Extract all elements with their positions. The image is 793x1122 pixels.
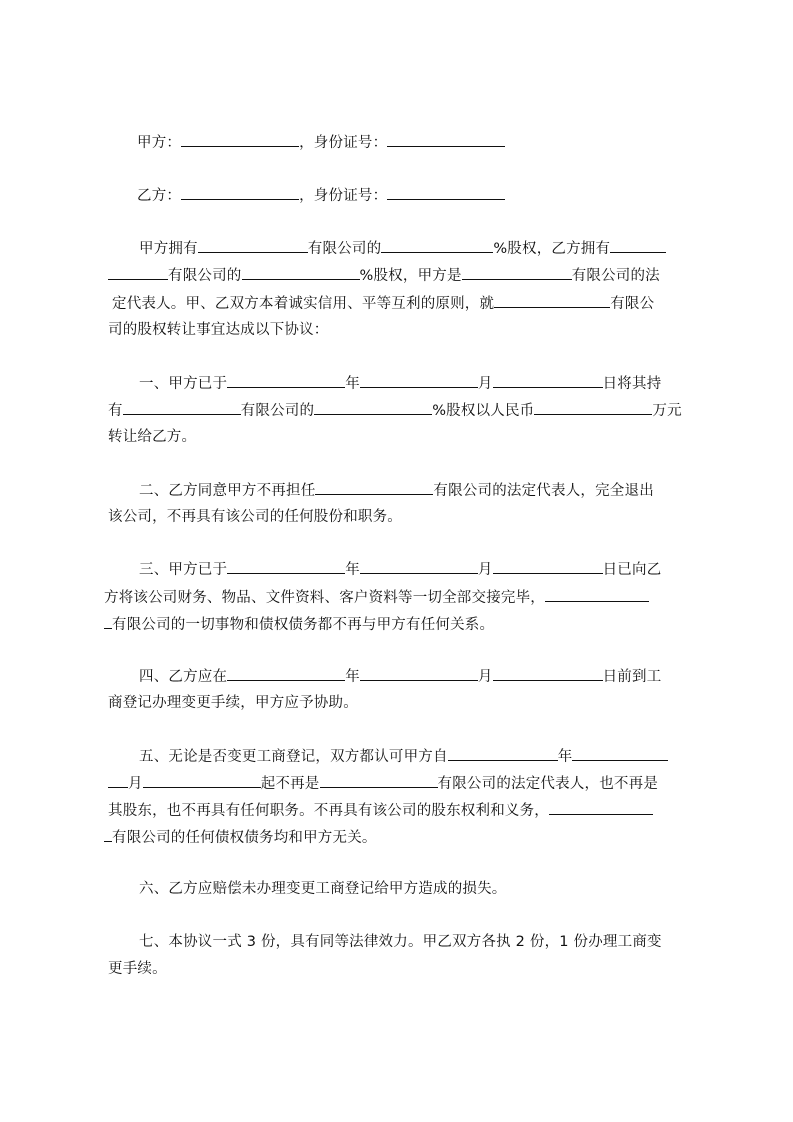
party-b-name-blank[interactable] [181, 185, 299, 200]
clause-7-text: 更手续。 [108, 961, 167, 977]
year-blank[interactable] [227, 666, 345, 681]
clause-1-line-3 [108, 427, 196, 447]
clause-4-text: 月 [477, 669, 493, 685]
company-blank[interactable] [462, 265, 572, 280]
company-blank[interactable] [123, 400, 241, 415]
company-blank[interactable] [610, 238, 666, 253]
intro-text: 有限公司的法 [571, 268, 660, 284]
clause-5-text: 五、无论是否变更工商登记，双方都认可甲方自 [139, 749, 448, 765]
party-a-line [137, 132, 505, 153]
clause-5-text: 年 [557, 749, 573, 765]
clause-1-text: 月 [477, 376, 493, 392]
clause-3-text: 月 [477, 562, 493, 578]
clause-1-text: %股权以人民币 [432, 403, 535, 419]
clause-5-text: 起不再是 [260, 776, 320, 792]
company-blank-cont[interactable] [108, 265, 168, 280]
clause-2-text: 有限公司的法定代表人，完全退出 [433, 483, 654, 499]
company-blank[interactable] [545, 587, 649, 602]
clause-1-text: 转让给乙方。 [108, 429, 197, 445]
clause-4-text: 商登记办理变更手续，甲方应予协助。 [108, 695, 358, 711]
clause-2-line-1 [139, 480, 654, 501]
clause-3-text: 有限公司的一切事物和债权债务都不再与甲方有任何关系。 [112, 617, 495, 633]
clause-5-line-2 [108, 773, 658, 794]
clause-7-text: 七、本协议一式 3 份，具有同等法律效力。甲乙双方各执 2 份，1 份办理工商变 [139, 934, 662, 950]
clause-2-text: 二、乙方同意甲方不再担任 [139, 483, 316, 499]
day-blank[interactable] [493, 373, 603, 388]
month-blank[interactable] [572, 746, 668, 761]
intro-line-3 [112, 293, 654, 314]
clause-6-text: 六、乙方应赔偿未办理变更工商登记给甲方造成的损失。 [139, 881, 507, 897]
party-a-label: 甲方： [137, 135, 182, 151]
clause-1-line-1 [139, 373, 661, 394]
clause-3-text: 日已向乙 [602, 562, 662, 578]
clause-1-text: 有 [108, 403, 123, 419]
clause-5-line-4 [104, 827, 377, 848]
clause-1-text: 万元 [652, 403, 682, 419]
day-blank[interactable] [493, 559, 603, 574]
clause-3-line-3 [104, 614, 494, 635]
intro-text: %股权，乙方拥有 [493, 241, 611, 257]
party-b-line [137, 185, 505, 206]
clause-5-text: 月 [128, 776, 143, 792]
company-blank[interactable] [549, 800, 653, 815]
clause-2-text: 该公司，不再具有该公司的任何股份和职务。 [108, 509, 402, 525]
clause-4-line-2 [108, 693, 358, 713]
day-blank[interactable] [143, 773, 261, 788]
intro-line-1 [139, 238, 666, 259]
month-blank[interactable] [360, 373, 478, 388]
clause-4-text: 四、乙方应在 [139, 669, 228, 685]
clause-7-line-2 [108, 959, 167, 979]
month-blank[interactable] [360, 559, 478, 574]
day-blank[interactable] [493, 666, 603, 681]
clause-3-line-1 [139, 559, 661, 580]
company-blank[interactable] [320, 773, 438, 788]
clause-5-text: 其股东，也不再具有任何职务。不再具有该公司的股东权利和义务， [108, 803, 549, 819]
company-blank[interactable] [315, 480, 433, 495]
company-blank-cont[interactable] [104, 614, 112, 629]
year-blank[interactable] [227, 559, 345, 574]
party-b-id-label: ，身份证号： [299, 188, 388, 204]
clause-3-text: 年 [345, 562, 360, 578]
clause-6-line-1 [139, 879, 507, 899]
clause-4-text: 日前到工 [602, 669, 662, 685]
party-b-label: 乙方： [137, 188, 182, 204]
clause-1-line-2 [108, 400, 682, 421]
percent-blank[interactable] [381, 238, 493, 253]
clause-5-line-1 [139, 746, 668, 767]
party-a-id-blank[interactable] [387, 132, 505, 147]
company-blank[interactable] [198, 238, 308, 253]
amount-blank[interactable] [534, 400, 652, 415]
clause-7-line-1 [139, 932, 662, 952]
month-blank-cont[interactable] [108, 773, 128, 788]
clause-3-text: 方将该公司财务、物品、文件资料、客户资料等一切全部交接完毕， [104, 590, 545, 606]
clause-3-line-2 [104, 587, 649, 608]
intro-text: 有限公 [610, 296, 655, 312]
clause-5-line-3 [108, 800, 653, 821]
clause-3-text: 三、甲方已于 [139, 562, 228, 578]
month-blank[interactable] [360, 666, 478, 681]
intro-text: 甲方拥有 [139, 241, 198, 257]
intro-line-2 [108, 265, 660, 286]
company-blank[interactable] [494, 293, 610, 308]
clause-2-line-2 [108, 507, 402, 527]
intro-text: %股权，甲方是 [359, 268, 462, 284]
year-blank[interactable] [448, 746, 558, 761]
clause-1-text: 一、甲方已于 [139, 376, 228, 392]
intro-text: 有限公司的 [307, 241, 382, 257]
party-a-name-blank[interactable] [181, 132, 299, 147]
clause-5-text: 有限公司的法定代表人，也不再是 [437, 776, 659, 792]
clause-4-text: 年 [345, 669, 360, 685]
company-blank-cont[interactable] [104, 827, 112, 842]
intro-line-4 [108, 320, 329, 340]
clause-1-text: 日将其持 [602, 376, 662, 392]
clause-1-text: 年 [345, 376, 360, 392]
clause-1-text: 有限公司的 [240, 403, 315, 419]
party-b-id-blank[interactable] [387, 185, 505, 200]
intro-text: 有限公司的 [168, 268, 242, 284]
party-a-id-label: ，身份证号： [299, 135, 388, 151]
percent-blank[interactable] [314, 400, 432, 415]
intro-text: 司的股权转让事宜达成以下协议： [108, 322, 329, 338]
clause-5-text: 有限公司的任何债权债务均和甲方无关。 [112, 830, 377, 846]
year-blank[interactable] [227, 373, 345, 388]
clause-4-line-1 [139, 666, 661, 687]
percent-blank[interactable] [242, 265, 360, 280]
intro-text: 定代表人。甲、乙双方本着诚实信用、平等互利的原则，就 [112, 296, 495, 312]
